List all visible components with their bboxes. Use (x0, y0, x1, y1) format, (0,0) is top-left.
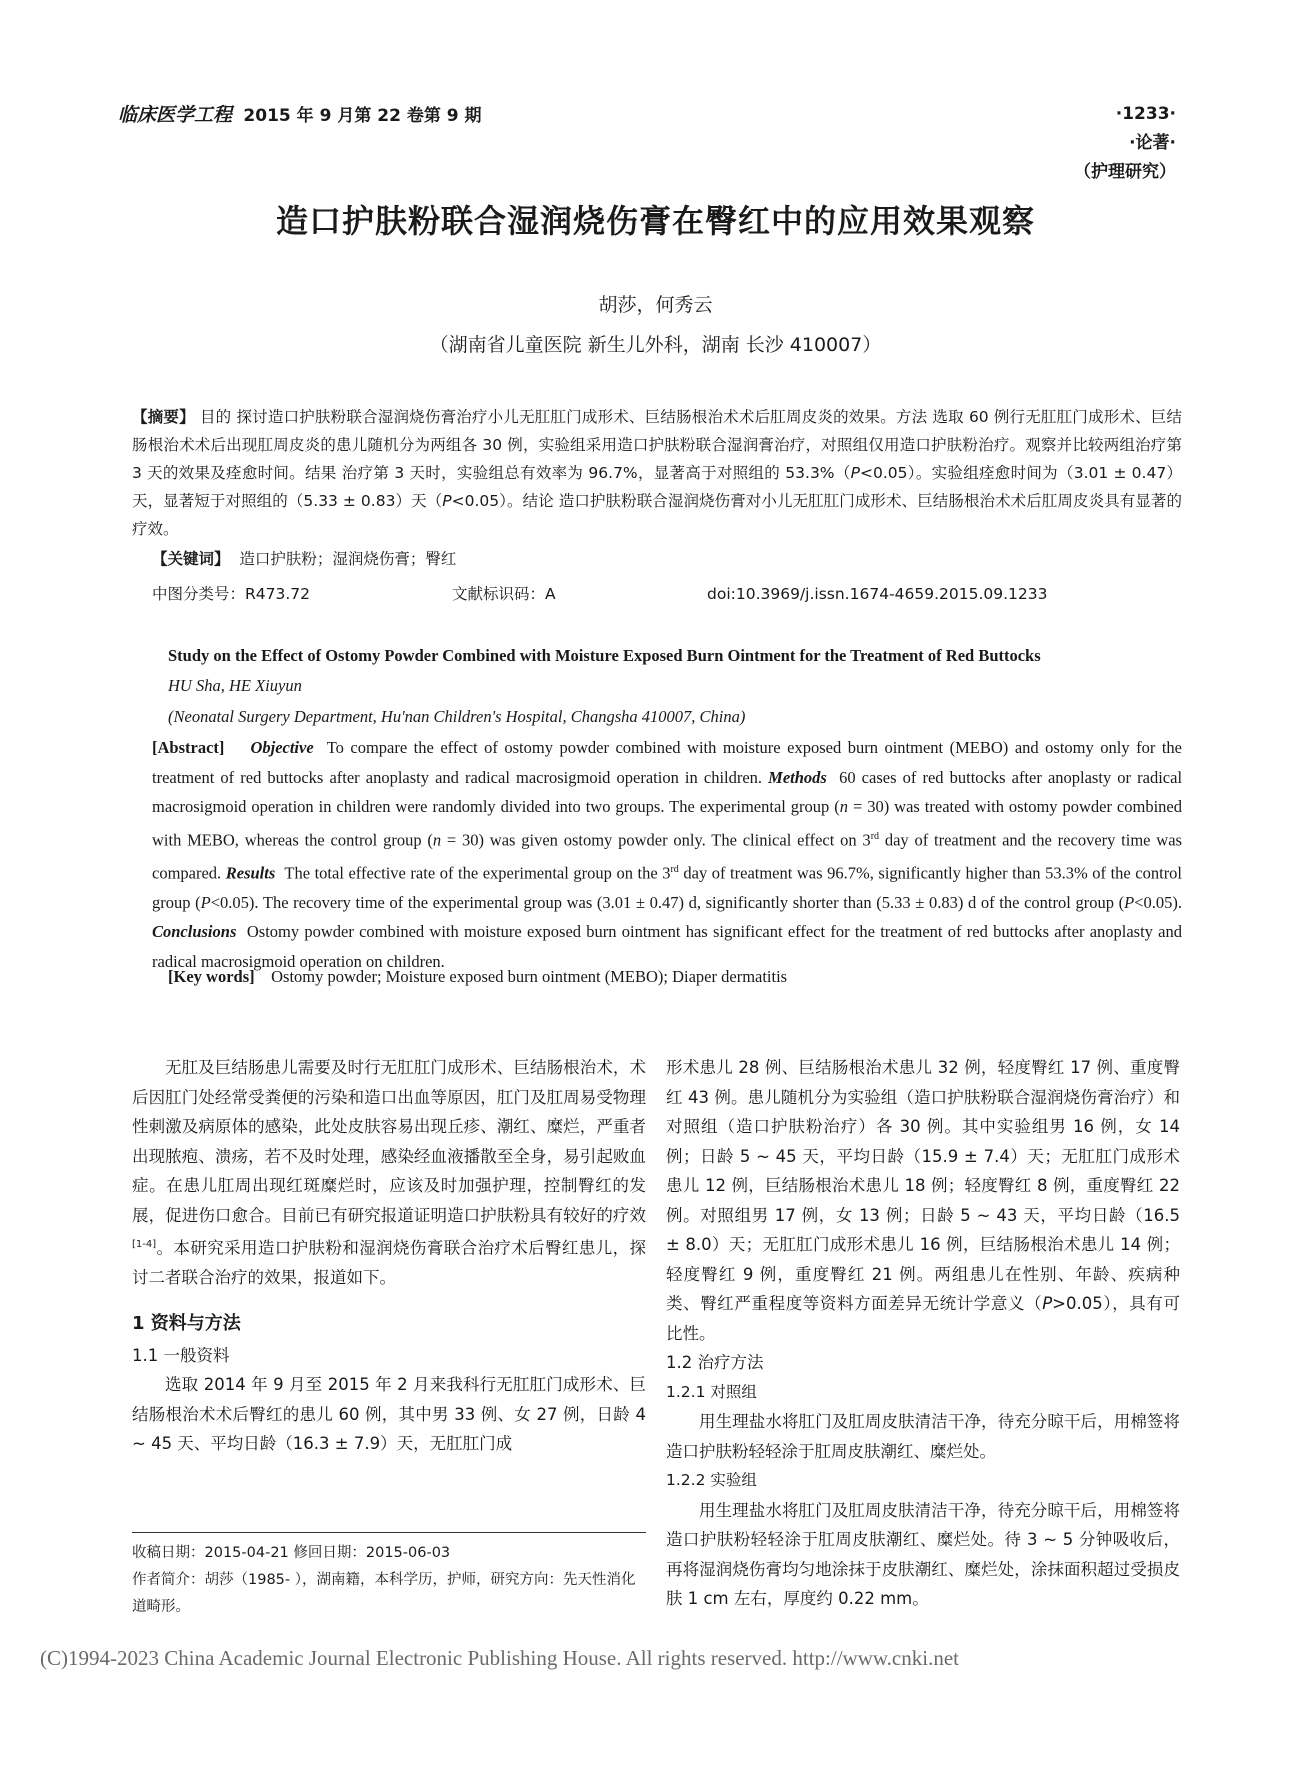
abstract-cn-p: P (442, 492, 452, 510)
general-data-continued (666, 1053, 1180, 1348)
ordinal-suffix: rd (670, 863, 679, 875)
results-text: The total effective rate of the experimental group on the 3 (284, 863, 671, 882)
results-text: day of treatment was 96.7%, significantly higher than 53.3% of the control group ( (152, 863, 1183, 912)
page-meta (1074, 100, 1176, 187)
affiliation: （湖南省儿童医院 新生儿外科，湖南 长沙 410007） (429, 334, 882, 356)
subsubsection-heading: 1.2.2 实验组 (666, 1471, 757, 1489)
abstract-en (152, 733, 1182, 976)
abstract-cn-text: <0.05）。实验组痊愈时间为（3.01 ± 0.47）天，显著短于对照组的（5.33 ± 0.83）天（ (132, 464, 1182, 510)
abstract-cn (132, 403, 1182, 543)
conclusions-text: Ostomy powder combined with moisture exposed burn ointment has significant effect for the treatment of red buttocks after anoplasty and radical macrosigmoid operation on children. (152, 922, 1183, 971)
footnote-divider (132, 1532, 646, 1533)
abstract-cn-text: <0.05）。结论 造口护肤粉联合湿润烧伤膏对小儿无肛肛门成形术、巨结肠根治术术后肛周皮炎具有显著的疗效。 (132, 492, 1182, 538)
general-data-paragraph: 选取 2014 年 9 月至 2015 年 2 月来我科行无肛肛门成形术、巨结肠根治术术后臀红的患儿 60 例，其中男 33 例、女 27 例，日龄 4 ~ 45 天、平均日龄（16.3 ± 7.9）天，无肛肛门成 (132, 1375, 646, 1453)
keywords-en-text: Ostomy powder; Moisture exposed burn ointment (MEBO); Diaper dermatitis (271, 967, 788, 986)
journal-header (118, 100, 481, 127)
objective-label: Objective (250, 738, 314, 757)
p-symbol: P (200, 892, 211, 912)
subsection-heading: 1.1 一般资料 (132, 1345, 230, 1365)
paper-title: 造口护肤粉联合湿润烧伤膏在臀红中的应用效果观察 (275, 202, 1035, 240)
methods-text: = 30) was treated with ostomy powder combined with MEBO, whereas the control group ( (152, 797, 1182, 849)
english-authors: HU Sha, HE Xiuyun (168, 676, 302, 695)
copyright-line: (C)1994-2023 China Academic Journal Electronic Publishing House. All rights reserved. http://www.cnki.net (40, 1646, 959, 1670)
keywords-en-label: [Key words] (168, 967, 255, 986)
objective-text: To compare the effect of ostomy powder combined with moisture exposed burn ointment (MEBO) and ostomy only for the treatment of red buttocks after anoplasty and radical macrosigmoid operation in children. (152, 738, 1183, 787)
abstract-cn-text: 目的 探讨造口护肤粉联合湿润烧伤膏治疗小儿无肛肛门成形术、巨结肠根治术术后肛周皮炎的效果。方法 选取 60 例行无肛肛门成形术、巨结肠根治术术后出现肛周皮炎的患儿随机分为两组各 30 例，实验组采用造口护肤粉联合湿润膏治疗，对照组仅用造口护肤粉治疗。观察并比较两组治疗第 3 天的效果及痊愈时间。结果 治疗第 3 天时，实验组总有效率为 96.7%，显著高于对照组的 53.3%（ (132, 408, 1182, 482)
classification-row (152, 582, 1182, 604)
results-label: Results (225, 863, 276, 882)
control-paragraph: 用生理盐水将肛门及肛周皮肤清洁干净，待充分晾干后，用棉签将造口护肤粉轻轻涂于肛周皮肤潮红、糜烂处。 (666, 1412, 1180, 1461)
subsubsection-heading: 1.2.1 对照组 (666, 1382, 757, 1401)
p-symbol: P (1124, 892, 1135, 912)
section-label: （护理研究） (1074, 162, 1176, 182)
citation: [1-4] (132, 1239, 157, 1250)
document-code: 文献标识码：A (452, 585, 556, 603)
body-text: >0.05），具有可比性。 (666, 1294, 1180, 1343)
n-symbol: n (432, 830, 442, 849)
clc-number: 中图分类号：R473.72 (152, 585, 311, 603)
experimental-paragraph: 用生理盐水将肛门及肛周皮肤清洁干净，待充分晾干后，用棉签将造口护肤粉轻轻涂于肛周皮肤潮红、糜烂处。待 3 ~ 5 分钟吸收后，再将湿润烧伤膏均匀地涂抹于皮肤潮红、糜烂处，涂抹面积超过受损皮肤 1 cm 左右，厚度约 0.22 mm。 (666, 1500, 1180, 1608)
intro-paragraph (132, 1053, 646, 1293)
body-column-right (666, 1053, 1180, 1614)
section-heading: 1 资料与方法 (132, 1312, 241, 1334)
methods-text: 60 cases of red buttocks after anoplasty or radical macrosigmoid operation in children were randomly divided into two groups. The experimental group ( (152, 767, 1183, 816)
ordinal-suffix: rd (870, 830, 880, 842)
keywords-cn (152, 547, 456, 569)
intro-text: 。本研究采用造口护肤粉和湿润烧伤膏联合治疗术后臀红患儿，探讨二者联合治疗的效果，报道如下。 (132, 1238, 646, 1287)
results-text: <0.05). The recovery time of the experimental group was (3.01 ± 0.47) d, significantly shorter than (5.33 ± 0.83) d of the control group ( (210, 892, 1125, 912)
abstract-en-label: [Abstract] (152, 738, 225, 757)
keywords-en (168, 967, 787, 987)
methods-text: = 30) was given ostomy powder only. The clinical effect on 3 (441, 830, 871, 849)
author-list: 胡莎，何秀云 (598, 294, 713, 316)
p-symbol: P (1042, 1294, 1053, 1313)
english-affiliation: (Neonatal Surgery Department, Hu'nan Children's Hospital, Changsha 410007, China) (168, 707, 746, 726)
doi: doi:10.3969/j.issn.1674-4659.2015.09.1233 (707, 585, 1048, 603)
english-title: Study on the Effect of Ostomy Powder Combined with Moisture Exposed Burn Ointment for the Treatment of Red Buttocks (168, 646, 1041, 665)
journal-issue: 2015 年 9 月第 22 卷第 9 期 (243, 106, 482, 126)
body-text: 形术患儿 28 例、巨结肠根治术患儿 32 例，轻度臀红 17 例、重度臀红 43 例。患儿随机分为实验组（造口护肤粉联合湿润烧伤膏治疗）和对照组（造口护肤粉治疗）各 30 例。其中实验组男 16 例，女 14 例；日龄 5 ~ 45 天，平均日龄（15.9 ± 7.4）天；无肛肛门成形术患儿 12 例，巨结肠根治术患儿 18 例；轻度臀红 8 例，重度臀红 22 例。对照组男 17 例，女 13 例；日龄 5 ~ 43 天，平均日龄（16.5 ± 8.0）天；无肛肛门成形术患儿 16 例，巨结肠根治术患儿 14 例；轻度臀红 9 例，重度臀红 21 例。两组患儿在性别、年龄、疾病种类、臀红严重程度等资料方面差异无统计学意义（ (666, 1058, 1180, 1313)
results-text: <0.05). (1134, 892, 1182, 912)
footnote (132, 1540, 646, 1621)
journal-name: 临床医学工程 (118, 104, 233, 126)
methods-label: Methods (768, 767, 827, 787)
keywords-cn-text: 造口护肤粉；湿润烧伤膏；臀红 (239, 550, 457, 568)
column-label: ·论著· (1129, 133, 1176, 153)
abstract-cn-label: 【摘要】 (132, 408, 195, 426)
conclusions-label: Conclusions (152, 922, 237, 941)
subsection-heading: 1.2 治疗方法 (666, 1353, 764, 1372)
abstract-cn-p: P (850, 464, 860, 482)
page-number: ·1233· (1115, 104, 1176, 124)
n-symbol: n (839, 797, 849, 816)
methods-text: day of treatment and the recovery time was compared. (152, 830, 1182, 882)
received-dates: 收稿日期：2015-04-21 修回日期：2015-06-03 (132, 1545, 451, 1561)
keywords-cn-label: 【关键词】 (152, 550, 230, 568)
body-column-left (132, 1053, 646, 1459)
intro-text: 无肛及巨结肠患儿需要及时行无肛肛门成形术、巨结肠根治术，术后因肛门处经常受粪便的污染和造口出血等原因，肛门及肛周易受物理性刺激及病原体的感染，此处皮肤容易出现丘疹、潮红、糜烂，严重者出现脓疱、溃疡，若不及时处理，感染经血液播散至全身，易引起败血症。在患儿肛周出现红斑糜烂时，应该及时加强护理，控制臀红的发展，促进伤口愈合。目前已有研究报道证明造口护肤粉具有较好的疗效 (132, 1058, 646, 1225)
author-bio: 作者简介：胡莎（1985- ），湖南籍，本科学历，护师，研究方向：先天性消化道畸形。 (132, 1572, 636, 1615)
